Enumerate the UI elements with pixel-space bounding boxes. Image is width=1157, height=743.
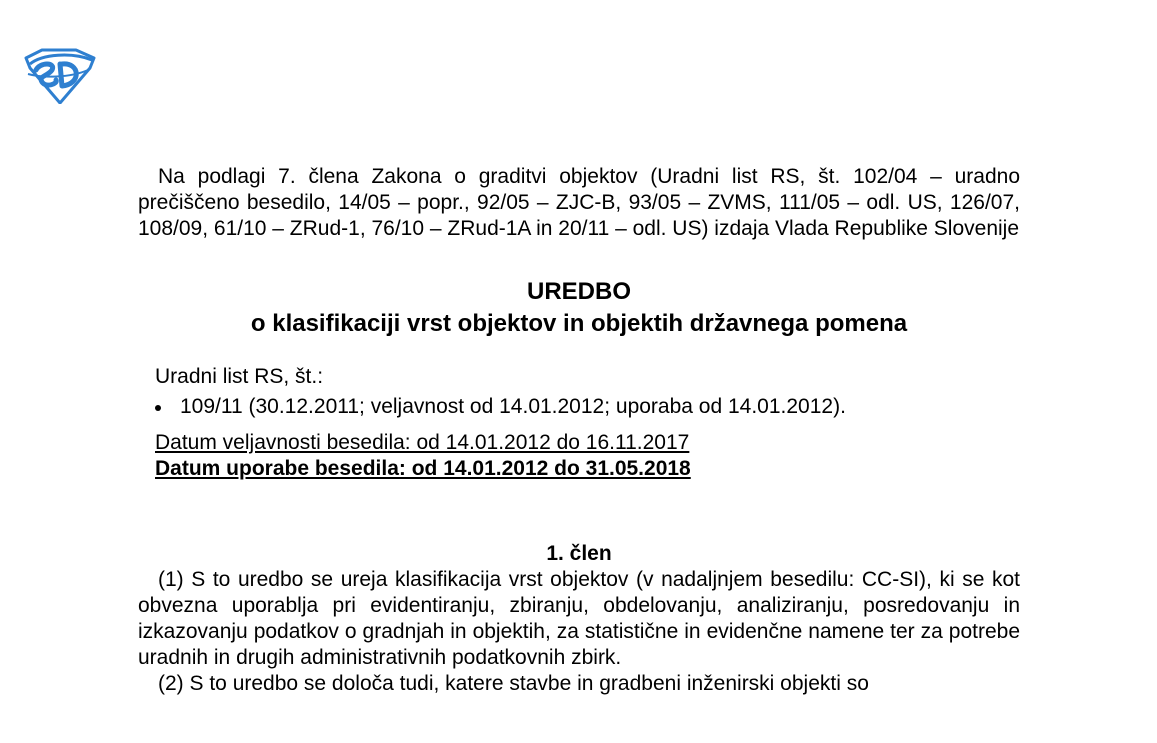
dates-block [155,430,1020,482]
intro-paragraph: Na podlagi 7. člena Zakona o graditvi objektov (Uradni list RS, št. 102/04 – uradno prečiščeno besedilo, 14/05 – popr., 92/05 – ZJC-B, 93/05 – ZVMS, 111/05 – odl. US, 126/07, 108/09, 61/10 – ZRud-1, 76/10 – ZRud-1A in 20/11 – odl. US) izdaja Vlada Republike Slovenije [138,165,1020,240]
bullet-icon [155,394,180,420]
document-subtitle: o klasifikaciji vrst objektov in objektih državnega pomena [250,310,908,337]
document-title: UREDBO [526,278,631,305]
gazette-entry-text: 109/11 (30.12.2011; veljavnost od 14.01.2012; uporaba od 14.01.2012). [180,395,846,418]
sd-shield-logo-icon [22,48,96,104]
application-date: Datum uporabe besedila: od 14.01.2012 do 31.05.2018 [155,457,691,480]
article-title: 1. člen [546,542,612,565]
gazette-entry [155,394,1020,420]
gazette-section [138,364,1020,482]
article-paragraph-1: (1) S to uredbo se ureja klasifikacija vrst objektov (v nadaljnjem besedilu: CC-SI), ki se kot obvezna uporablja pri evidentiranju, zbiranju, obdelovanju, analiziranju, posredovanju in izkazovanju podatkov o gradnjah in objektih, za statistične in evidenčne namene ter za potrebe uradnih in drugih administrativnih podatkovnih zbirk. [138,568,1020,669]
validity-date: Datum veljavnosti besedila: od 14.01.2012 do 16.11.2017 [155,431,690,454]
article-paragraph-2: (2) S to uredbo se določa tudi, katere stavbe in gradbeni inženirski objekti so [158,672,869,695]
gazette-label: Uradni list RS, št.: [155,365,324,388]
title-block [138,276,1020,340]
document-body [138,164,1020,697]
